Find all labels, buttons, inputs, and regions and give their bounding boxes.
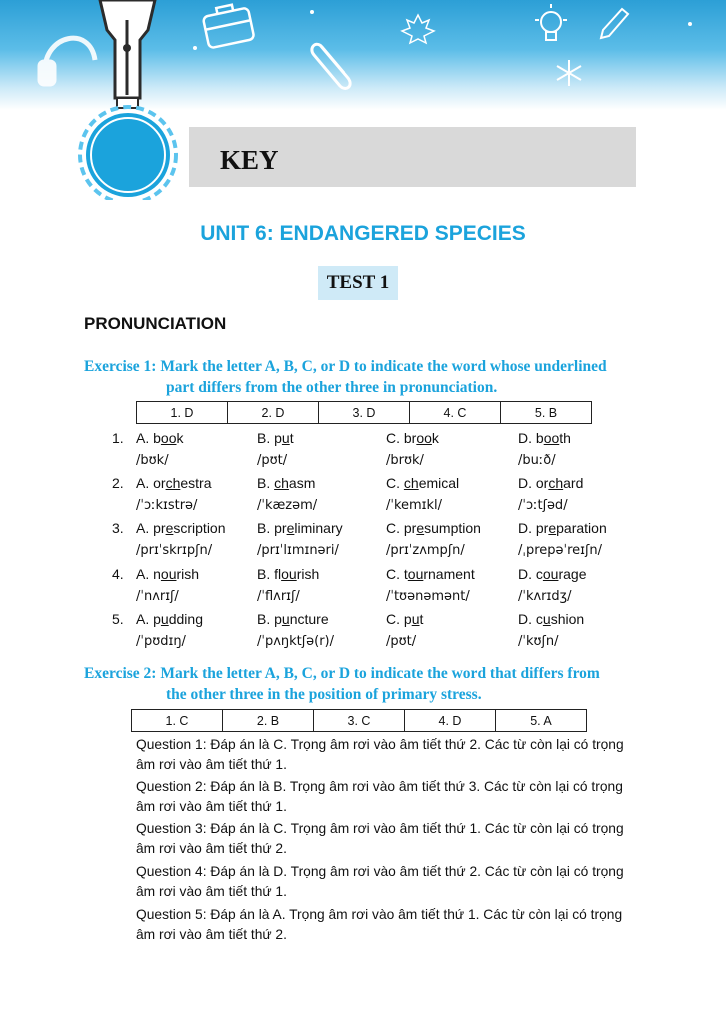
answer-option [257,427,294,472]
option-word [257,608,334,631]
word-prefix: b [153,430,161,446]
paperclip-icon [312,44,350,88]
word-prefix: c [535,566,543,582]
phonetic-transcription: /pʊt/ [257,452,288,468]
option-label: A. [136,520,154,536]
word-suffix: emical [418,475,460,491]
word-prefix: p [274,611,282,627]
explanation: Question 1: Đáp án là C. Trọng âm rơi vào âm tiết thứ 2. Các từ còn lại có trọng âm rơi vào âm tiết thứ 1. [136,737,624,772]
explanation: Question 4: Đáp án là D. Trọng âm rơi vào âm tiết thứ 2. Các từ còn lại có trọng âm rơi vào âm tiết thứ 1. [136,864,624,899]
answer-cell: 4. C [410,402,501,424]
exercise1-title-line1: Exercise 1: Mark the letter A, B, C, or D to indicate the word whose underlined [84,358,607,375]
answer-option [136,608,203,653]
option-word [136,427,184,450]
question-number: 4. [112,566,124,582]
word-suffix: asm [288,475,316,491]
answer-option [518,563,587,608]
answer-cell: 1. D [137,402,228,424]
word-prefix: c [535,611,543,627]
option-label: D. [518,430,536,446]
underlined-part: oo [416,430,432,446]
explanation: Question 2: Đáp án là B. Trọng âm rơi vào âm tiết thứ 3. Các từ còn lại có trọng âm rơi vào âm tiết thứ 1. [136,779,623,814]
exercise1-title-line2: part differs from the other three in pronunciation. [166,379,498,396]
exercise2-title [84,663,644,705]
test-label: TEST 1 [318,266,398,300]
option-label: A. [136,430,154,446]
option-label: D. [518,566,536,582]
question-row [112,563,672,608]
option-word [518,517,607,540]
word-suffix: paration [556,520,607,536]
word-suffix: shion [550,611,585,627]
question-row [112,427,672,472]
option-word [136,517,226,540]
option-word [136,472,212,495]
underlined-part: ch [403,475,419,491]
option-label: A. [136,475,154,491]
option-word [257,563,319,586]
option-word [386,608,423,631]
briefcase-icon [202,2,255,49]
word-prefix: p [153,611,161,627]
underlined-part: oo [160,430,177,446]
answer-option [136,563,199,608]
answer-option [386,608,423,653]
word-suffix: ncture [289,611,329,627]
option-word [136,563,199,586]
phonetic-transcription: /ˈflʌrɪʃ/ [257,588,300,604]
option-label: B. [257,566,275,582]
phonetic-transcription: /bʊk/ [136,452,169,468]
answer-option [386,427,439,472]
snowflake-icon [557,60,581,86]
answer-option [257,517,343,562]
answer-option [257,472,317,517]
word-prefix: br [403,430,417,446]
answer-option [518,427,571,472]
word-prefix: or [535,475,549,491]
option-word [386,427,439,450]
option-label: B. [257,611,275,627]
underlined-part: e [165,520,174,536]
word-suffix: scription [173,520,226,536]
option-word [386,517,481,540]
option-word [257,427,294,450]
option-label: D. [518,611,536,627]
underlined-part: u [542,611,551,627]
phonetic-transcription: /ˈtʊənəmənt/ [386,588,470,604]
underlined-part: ou [281,566,297,582]
phonetic-transcription: /prɪˈzʌmpʃn/ [386,542,465,558]
phonetic-transcription: /prɪˈlɪmɪnəri/ [257,542,339,558]
answer-option [136,517,226,562]
underlined-part: u [281,611,290,627]
phonetic-transcription: /buːð/ [518,452,556,468]
underlined-part: ou [407,566,424,582]
option-label: D. [518,475,536,491]
section-heading: PRONUNCIATION [84,314,227,333]
phonetic-transcription: /pʊt/ [386,633,417,649]
word-suffix: rnament [423,566,475,582]
option-word [136,608,203,631]
exercise1-answer-table [136,401,592,424]
option-label: C. [386,475,404,491]
key-title: KEY [220,145,279,175]
answer-option [518,608,584,653]
underlined-part: ch [548,475,564,491]
phonetic-transcription: /ˈɔːkɪstrə/ [136,497,198,513]
phonetic-transcription: /ˈnʌrɪʃ/ [136,588,179,604]
underlined-part: ou [160,566,177,582]
word-prefix: fl [274,566,282,582]
option-word [518,427,571,450]
word-suffix: rish [176,566,200,582]
word-suffix: k [431,430,439,446]
underlined-part: e [416,520,425,536]
headphones-icon [40,38,95,84]
exercise2-title-line1: Exercise 2: Mark the letter A, B, C, or D to indicate the word that differs from [84,665,600,682]
word-suffix: dding [168,611,203,627]
option-label: C. [386,430,404,446]
word-prefix: b [535,430,544,446]
word-suffix: liminary [294,520,343,536]
question-row [112,517,672,562]
option-word [257,472,317,495]
answer-cell: 2. B [223,710,314,732]
word-prefix: or [153,475,166,491]
phonetic-transcription: /ˈkʊʃn/ [518,633,559,649]
phonetic-transcription: /brʊk/ [386,452,424,468]
answer-option [386,563,475,608]
answer-cell: 5. B [501,402,592,424]
word-suffix: k [176,430,184,446]
word-prefix: p [403,611,412,627]
unit-title: UNIT 6: ENDANGERED SPECIES [200,222,526,245]
phonetic-transcription: /ˈpʊdɪŋ/ [136,633,186,649]
exercise2-title-line2: the other three in the position of primary stress. [166,686,482,703]
word-prefix: n [153,566,161,582]
option-label: D. [518,520,536,536]
lightbulb-icon [535,4,567,40]
option-label: C. [386,566,404,582]
word-suffix: rage [558,566,587,582]
underlined-part: u [160,611,169,627]
option-label: C. [386,611,404,627]
option-word [518,472,583,495]
answer-option [386,517,481,562]
underlined-part: e [286,520,295,536]
question-number: 2. [112,475,124,491]
answer-option [518,517,607,562]
answer-cell: 1. C [132,710,223,732]
answer-cell: 4. D [405,710,496,732]
underlined-part: u [281,430,290,446]
phonetic-transcription: /prɪˈskrɪpʃn/ [136,542,213,558]
word-suffix: ard [563,475,584,491]
answer-cell: 3. D [319,402,410,424]
underlined-part: oo [543,430,560,446]
option-label: A. [136,566,154,582]
underlined-part: u [411,611,420,627]
question-row [112,472,672,517]
question-number: 3. [112,520,124,536]
answer-option [257,563,319,608]
phonetic-transcription: /ˈkʌrɪdʒ/ [518,588,572,604]
answer-option [136,427,184,472]
leaf-icon [402,15,434,43]
answer-cell: 2. D [228,402,319,424]
exercise1-title [84,356,644,398]
word-suffix: estra [180,475,212,491]
phonetic-transcription: /ˌprepəˈreɪʃn/ [518,542,602,558]
option-label: C. [386,520,404,536]
exercise2-answer-table [131,709,587,732]
word-prefix: t [403,566,408,582]
word-suffix: rish [296,566,320,582]
option-label: B. [257,430,275,446]
pencil-icon [601,9,628,38]
phonetic-transcription: /ˈkemɪkl/ [386,497,443,513]
explanation: Question 5: Đáp án là A. Trọng âm rơi vào âm tiết thứ 1. Các từ còn lại có trọng âm rơi vào âm tiết thứ 2. [136,907,623,942]
question-number: 1. [112,430,124,446]
option-label: B. [257,475,275,491]
phonetic-transcription: /ˈkæzəm/ [257,497,318,513]
option-word [518,608,584,631]
underlined-part: e [548,520,557,536]
word-prefix: pr [274,520,287,536]
phonetic-transcription: /ˈpʌŋktʃə(r)/ [257,633,334,649]
answer-option [257,608,334,653]
word-suffix: t [289,430,294,446]
phonetic-transcription: /ˈɔːtʃəd/ [518,497,568,513]
option-word [518,563,587,586]
pen-nib-icon [100,0,155,108]
blue-circle-emblem [80,107,176,200]
answer-option [136,472,212,517]
underlined-part: ch [165,475,181,491]
explanation: Question 3: Đáp án là C. Trọng âm rơi vào âm tiết thứ 1. Các từ còn lại có trọng âm rơi vào âm tiết thứ 2. [136,821,624,856]
question-row [112,608,672,653]
underlined-part: ou [542,566,559,582]
option-label: A. [136,611,154,627]
option-word [257,517,343,540]
word-prefix: pr [535,520,549,536]
underlined-part: ch [274,475,289,491]
word-suffix: t [419,611,424,627]
word-prefix: pr [153,520,166,536]
question-number: 5. [112,611,124,627]
answer-cell: 3. C [314,710,405,732]
word-prefix: pr [403,520,417,536]
option-label: B. [257,520,275,536]
word-suffix: sumption [424,520,481,536]
word-suffix: th [559,430,571,446]
answer-cell: 5. A [496,710,587,732]
option-word [386,563,475,586]
option-word [386,472,459,495]
word-prefix: p [274,430,282,446]
answer-option [386,472,459,517]
answer-option [518,472,583,517]
